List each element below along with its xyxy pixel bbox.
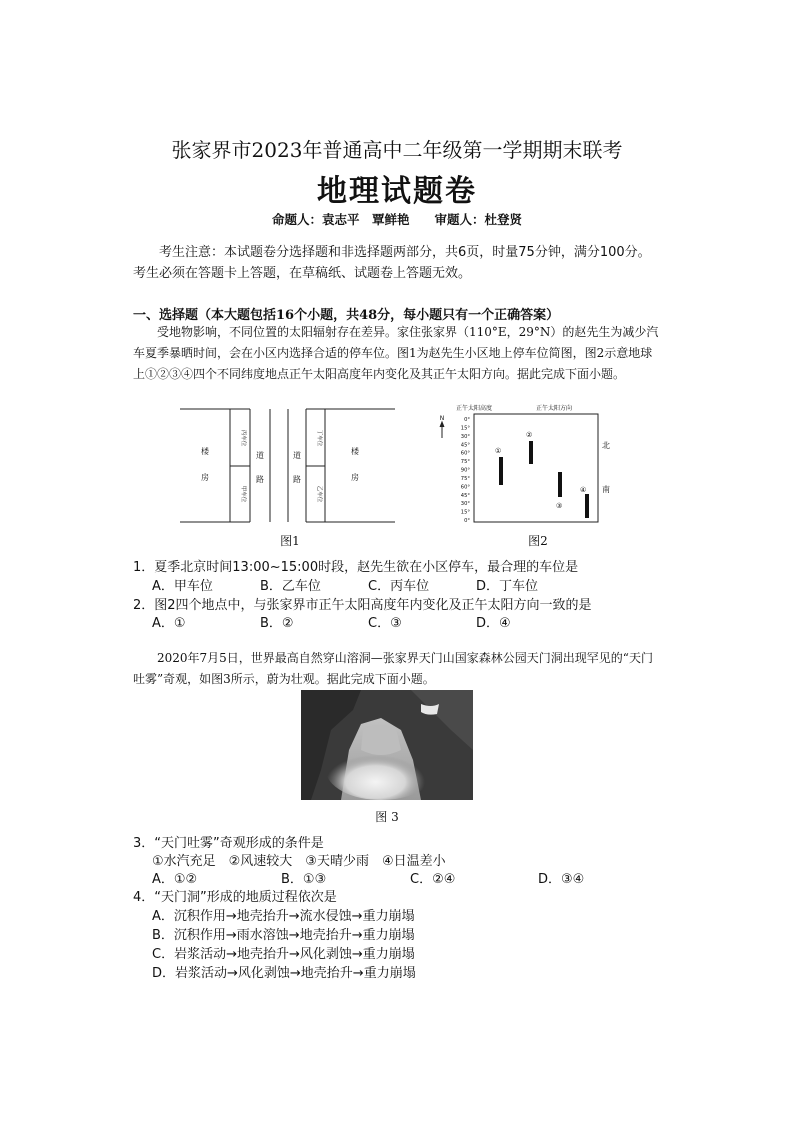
marker-1-bar [499,457,503,485]
fig2-tick-label: 90° [460,467,470,474]
section-heading: 一、选择题（本大题包括16个小题，共48分，每小题只有一个正确答案） [133,308,560,323]
fig2-tick-label: 30° [460,501,470,508]
question-2-stem: 2．图2四个地点中，与张家界市正午太阳高度年内变化及正午太阳方向一致的是 [133,598,592,613]
fig2-tick-label: 75° [460,459,470,466]
right-road-char-1: 道 [293,451,301,460]
figure-3-tianmen-photo [301,690,473,800]
direction-north-label: 北 [602,441,610,450]
marker-2-label: ② [526,431,533,439]
figure-1-caption: 图1 [280,534,300,548]
fig2-tick-label: 0° [464,518,470,524]
q2-option-a: A．① [152,616,186,631]
q1-option-a: A．甲车位 [152,579,213,594]
fig2-tick-label: 0° [464,417,470,423]
exam-notice: 考生注意：本试题卷分选择题和非选择题两部分，共6页，时量75分钟，满分100分。考生必须在答题卡上答题，在草稿纸、试题卷上答题无效。 [133,245,651,281]
slot-ding-label: 丁车位 [316,429,322,447]
left-building-char-2: 房 [201,473,209,482]
fig2-tick-label: 60° [460,450,470,457]
q3-option-b: B．①③ [281,872,327,887]
q2-option-c: C．③ [368,616,402,631]
direction-south-label: 南 [602,485,610,494]
fig2-header-direction: 正午太阳方向 [536,405,573,412]
q3-conditions: ①水汽充足 ②风速较大 ③天晴少雨 ④日温差小 [152,854,446,869]
exam-title: 地理试题卷 [317,174,477,209]
marker-4-bar [585,494,589,518]
exam-header-line: 张家界市2023年普通高中二年级第一学期期末联考 [171,138,623,162]
left-road-char-1: 道 [256,451,264,460]
fig2-header-altitude: 正午太阳高度 [456,405,493,412]
north-arrow-label: N [439,415,445,422]
marker-4-label: ④ [580,486,587,494]
question-4-stem: 4．“天门洞”形成的地质过程依次是 [133,890,337,905]
q4-option-c: C．岩浆活动→地壳抬升→风化剥蚀→重力崩塌 [152,947,415,962]
q3-option-c: C．②④ [410,872,456,887]
q1-option-d: D．丁车位 [476,579,539,594]
q3-option-d: D．③④ [538,872,585,887]
right-building-char-1: 楼 [351,447,359,456]
question-3-stem: 3．“天门吐雾”奇观形成的条件是 [133,836,324,851]
q4-option-d: D．岩浆活动→风化剥蚀→地壳抬升→重力崩塌 [152,966,416,981]
fig2-tick-label: 60° [460,484,470,491]
left-road-char-2: 路 [256,475,264,484]
q1-option-c: C．丙车位 [368,579,430,594]
q3-option-a: A．①② [152,872,198,887]
q2-option-d: D．④ [476,616,511,631]
fig2-tick-label: 45° [460,442,470,449]
marker-3-bar [558,472,562,497]
intro-paragraph-2: 2020年7月5日，世界最高自然穿山溶洞—张家界天门山国家森林公园天门洞出现罕见的“天门吐雾”奇观，如图3所示，蔚为壮观。据此完成下面小题。 [133,651,653,686]
marker-3-label: ③ [556,502,563,510]
marker-1-label: ① [495,447,502,455]
figure-2-caption: 图2 [528,534,548,548]
slot-bing-label: 丙车位 [240,429,246,447]
fig2-tick-label: 15° [460,509,470,516]
q4-option-b: B．沉积作用→雨水溶蚀→地壳抬升→重力崩塌 [152,928,415,943]
slot-yi-label: 乙车位 [316,485,322,503]
fig2-tick-label: 45° [460,492,470,499]
left-building-char-1: 楼 [201,447,209,456]
exam-authors: 命题人：袁志平 覃鲜艳 审题人：杜登贤 [271,212,522,227]
q2-option-b: B．② [260,616,294,631]
q1-option-b: B．乙车位 [260,579,321,594]
slot-jia-label: 甲车位 [240,485,246,503]
fig2-tick-label: 30° [460,433,470,440]
q4-option-a: A．沉积作用→地壳抬升→流水侵蚀→重力崩塌 [152,909,415,924]
right-road-char-2: 路 [293,475,301,484]
intro-paragraph-1: 受地物影响，不同位置的太阳辐射存在差异。家住张家界（110°E，29°N）的赵先生为减少汽车夏季暴晒时间，会在小区内选择合适的停车位。图1为赵先生小区地上停车位简图，图2示意地球上①②③④四个不同纬度地点正午太阳高度年内变化及其正午太阳方向。据此完成下面小题。 [133,325,659,381]
fig2-tick-label: 15° [460,425,470,432]
marker-2-bar [529,441,533,464]
figure-1-parking-map [180,406,395,526]
fig2-tick-label: 75° [460,475,470,482]
right-building-char-2: 房 [351,473,359,482]
figure-3-caption: 图 3 [375,810,399,824]
figure-2-sun-altitude-chart [436,402,616,526]
question-1-stem: 1．夏季北京时间13:00~15:00时段，赵先生欲在小区停车，最合理的车位是 [133,560,579,575]
